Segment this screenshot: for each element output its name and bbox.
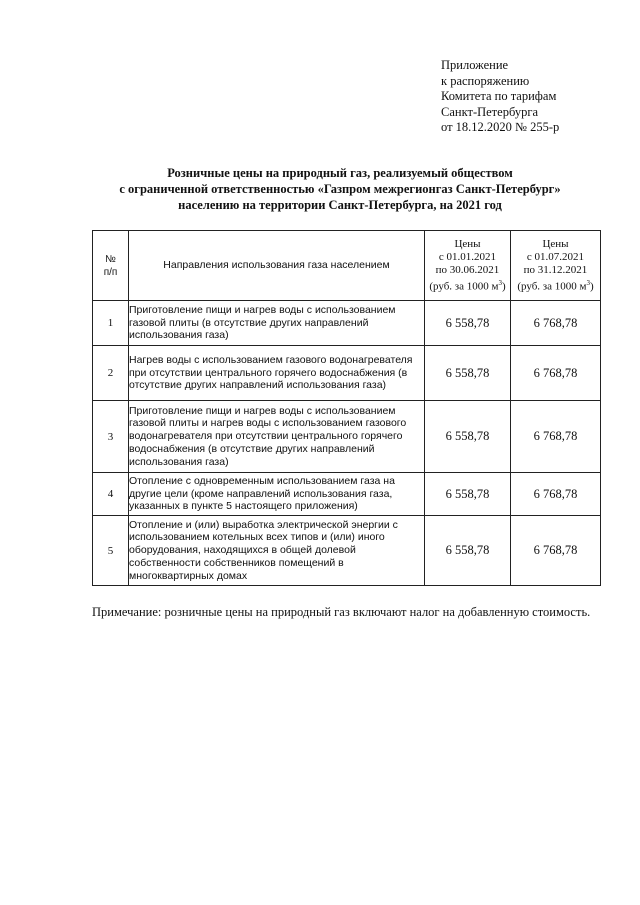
row-direction: Приготовление пищи и нагрев воды с использованием газовой плиты (в отсутствие других направлений использования газа) — [129, 301, 425, 346]
appendix-line: Комитета по тарифам — [441, 89, 557, 103]
title-line: с ограниченной ответственностью «Газпром межрегионгаз Санкт-Петербург» — [119, 182, 561, 196]
row-price-h2: 6 768,78 — [511, 401, 601, 473]
table-row — [93, 346, 601, 401]
title-line: населению на территории Санкт-Петербурга, на 2021 год — [178, 198, 502, 212]
row-number: 2 — [93, 346, 129, 401]
appendix-line: от 18.12.2020 № 255-р — [441, 120, 560, 134]
row-price-h1: 6 558,78 — [425, 401, 511, 473]
row-price-h1: 6 558,78 — [425, 516, 511, 586]
row-number: 4 — [93, 473, 129, 516]
header-price-h2: Цены с 01.07.2021 по 31.12.2021 (руб. за 1000 $м^3$) — [511, 231, 601, 301]
table-row — [93, 473, 601, 516]
table-row — [93, 401, 601, 473]
row-price-h1: 6 558,78 — [425, 301, 511, 346]
table-header-row — [93, 231, 601, 301]
header-direction: Направления использования газа населением — [129, 231, 425, 301]
row-direction: Отопление и (или) выработка электрической энергии с использованием котельных всех типов и (или) иного оборудования, находящихся в общей долевой собственности собственников помещений в многоквартирных домах — [129, 516, 425, 586]
header-price-h1: Цены с 01.01.2021 по 30.06.2021 (руб. за 1000 $м^3$) — [425, 231, 511, 301]
row-number: 1 — [93, 301, 129, 346]
appendix-block — [441, 58, 559, 136]
row-price-h1: 6 558,78 — [425, 473, 511, 516]
appendix-line: к распоряжению — [441, 73, 530, 88]
header-number: № п/п — [93, 231, 129, 301]
row-price-h2: 6 768,78 — [511, 516, 601, 586]
footnote: Примечание: розничные цены на природный газ включают налог на добавленную стоимость. — [92, 605, 591, 619]
row-price-h2: 6 768,78 — [511, 473, 601, 516]
table-row — [93, 516, 601, 586]
appendix-line: Приложение — [441, 58, 509, 72]
row-number: 3 — [93, 401, 129, 473]
price-table — [92, 230, 601, 586]
title-line: Розничные цены на природный газ, реализуемый обществом — [167, 166, 513, 180]
row-price-h2: 6 768,78 — [511, 301, 601, 346]
table-row — [93, 301, 601, 346]
row-number: 5 — [93, 516, 129, 586]
appendix-line: Санкт-Петербурга — [441, 104, 539, 119]
row-direction: Нагрев воды с использованием газового водонагревателя при отсутствии центрального горячего водоснабжения (в отсутствие других направлений использования газа) — [129, 346, 425, 401]
row-price-h2: 6 768,78 — [511, 346, 601, 401]
document-title — [80, 165, 600, 213]
row-direction: Отопление с одновременным использованием газа на другие цели (кроме направлений использования газа, указанных в пункте 5 настоящего приложения) — [129, 473, 425, 516]
row-price-h1: 6 558,78 — [425, 346, 511, 401]
row-direction: Приготовление пищи и нагрев воды с использованием газовой плиты и нагрев воды с использованием газового водонагревателя при отсутствии центрального горячего водоснабжения (в отсутствие других направлений использования газа) — [129, 401, 425, 473]
